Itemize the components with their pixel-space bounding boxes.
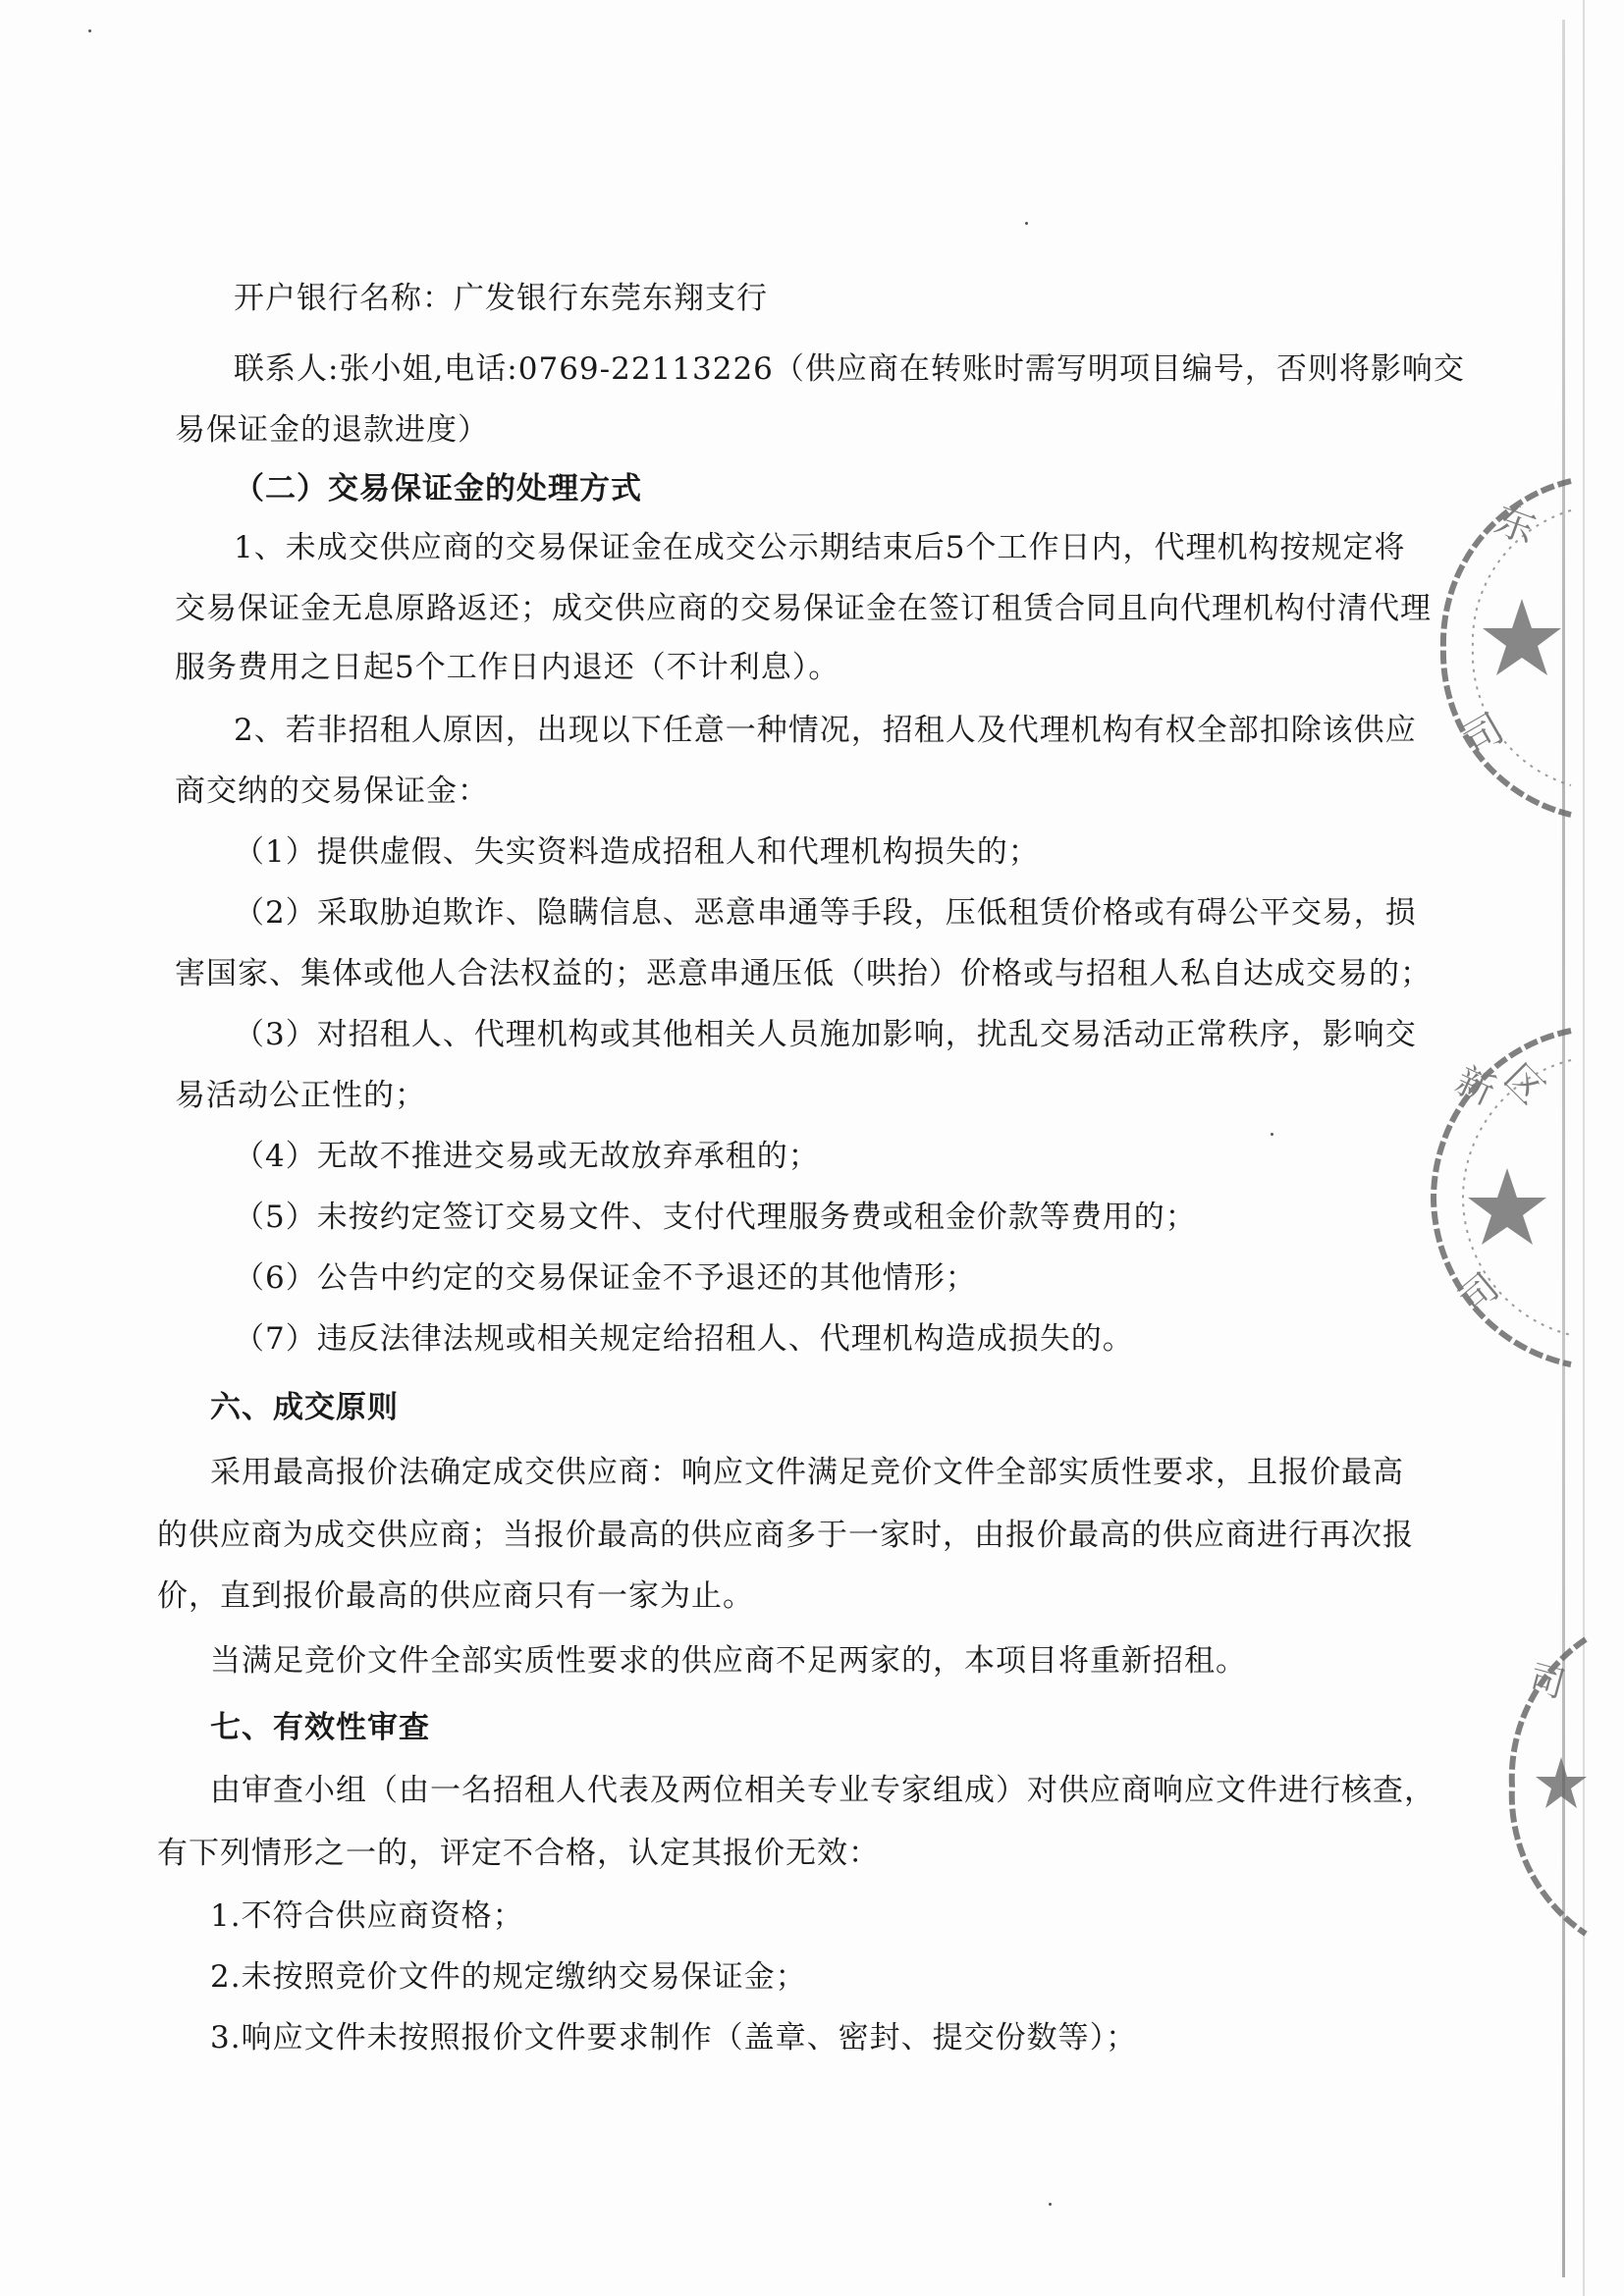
section-heading-principle: 六、成交原则 xyxy=(210,1390,399,1425)
list-item: 3.响应文件未按照报价文件要求制作（盖章、密封、提交份数等）； xyxy=(210,2020,1138,2056)
paragraph-line: 交易保证金无息原路返还；成交供应商的交易保证金在签订租赁合同且向代理机构付清代理 xyxy=(175,591,1432,626)
paragraph-line: 当满足竞价文件全部实质性要求的供应商不足两家的，本项目将重新招租。 xyxy=(210,1643,1247,1679)
svg-text:区: 区 xyxy=(1495,1055,1553,1113)
scan-speck xyxy=(1049,2203,1052,2206)
paragraph-line: 价，直到报价最高的供应商只有一家为止。 xyxy=(157,1578,754,1614)
seal-middle xyxy=(1414,1021,1581,1374)
list-item: （5）未按约定签订交易文件、支付代理服务费或租金价款等费用的； xyxy=(234,1200,1197,1235)
svg-text:司: 司 xyxy=(1450,1264,1507,1322)
list-item-cont: 害国家、集体或他人合法权益的；恶意串通压低（哄抬）价格或与招租人私自达成交易的； xyxy=(175,956,1432,991)
section-heading-deposit-handling: （二）交易保证金的处理方式 xyxy=(234,471,642,507)
scan-speck xyxy=(88,29,91,32)
svg-text:新: 新 xyxy=(1449,1058,1502,1114)
section-heading-review: 七、有效性审查 xyxy=(210,1710,430,1745)
paragraph-line: 有下列情形之一的，评定不合格，认定其报价无效： xyxy=(157,1836,880,1871)
paragraph-line: 1、未成交供应商的交易保证金在成交公示期结束后5个工作日内，代理机构按规定将 xyxy=(234,530,1406,565)
list-item: （2）采取胁迫欺诈、隐瞒信息、恶意串通等手段，压低租赁价格或有碍公平交易，损 xyxy=(234,895,1417,931)
paragraph-line: 2、若非招租人原因，出现以下任意一种情况，招租人及代理机构有权全部扣除该供应 xyxy=(234,713,1417,748)
seal-top xyxy=(1424,471,1581,825)
list-item: 2.未按照竞价文件的规定缴纳交易保证金； xyxy=(210,1959,807,1995)
paragraph-line: 由审查小组（由一名招租人代表及两位相关专业专家组成）对供应商响应文件进行核查， xyxy=(210,1773,1435,1808)
paragraph-line: 服务费用之日起5个工作日内退还（不计利息）。 xyxy=(175,650,840,685)
contact-line-cont: 易保证金的退款进度） xyxy=(175,412,489,448)
svg-text:东: 东 xyxy=(1489,497,1542,554)
scan-edge-line-outer xyxy=(1583,0,1585,2296)
paragraph-line: 采用最高报价法确定成交供应商：响应文件满足竞价文件全部实质性要求，且报价最高 xyxy=(210,1455,1404,1490)
list-item: （4）无故不推进交易或无故放弃承租的； xyxy=(234,1139,820,1174)
bank-name-line: 开户银行名称：广发银行东莞东翔支行 xyxy=(234,281,768,316)
list-item-cont: 易活动公正性的； xyxy=(175,1078,426,1113)
list-item: （7）违反法律法规或相关规定给招租人、代理机构造成损失的。 xyxy=(234,1321,1134,1357)
scan-speck xyxy=(1271,1133,1273,1136)
svg-text:司: 司 xyxy=(1455,705,1512,765)
paragraph-line: 的供应商为成交供应商；当报价最高的供应商多于一家时，由报价最高的供应商进行再次报 xyxy=(157,1518,1414,1553)
seal-bottom-edge xyxy=(1502,1629,1591,1944)
contact-line: 联系人:张小姐,电话:0769-22113226（供应商在转账时需写明项目编号，否则将影响交 xyxy=(234,351,1465,387)
list-item: 1.不符合供应商资格； xyxy=(210,1898,524,1934)
paragraph-line: 商交纳的交易保证金： xyxy=(175,774,489,809)
list-item: （3）对招租人、代理机构或其他相关人员施加影响，扰乱交易活动正常秩序，影响交 xyxy=(234,1017,1417,1052)
list-item: （6）公告中约定的交易保证金不予退还的其他情形； xyxy=(234,1260,977,1296)
scan-speck xyxy=(1025,222,1028,225)
list-item: （1）提供虚假、失实资料造成招租人和代理机构损失的； xyxy=(234,834,1040,870)
svg-text:司: 司 xyxy=(1524,1658,1570,1707)
